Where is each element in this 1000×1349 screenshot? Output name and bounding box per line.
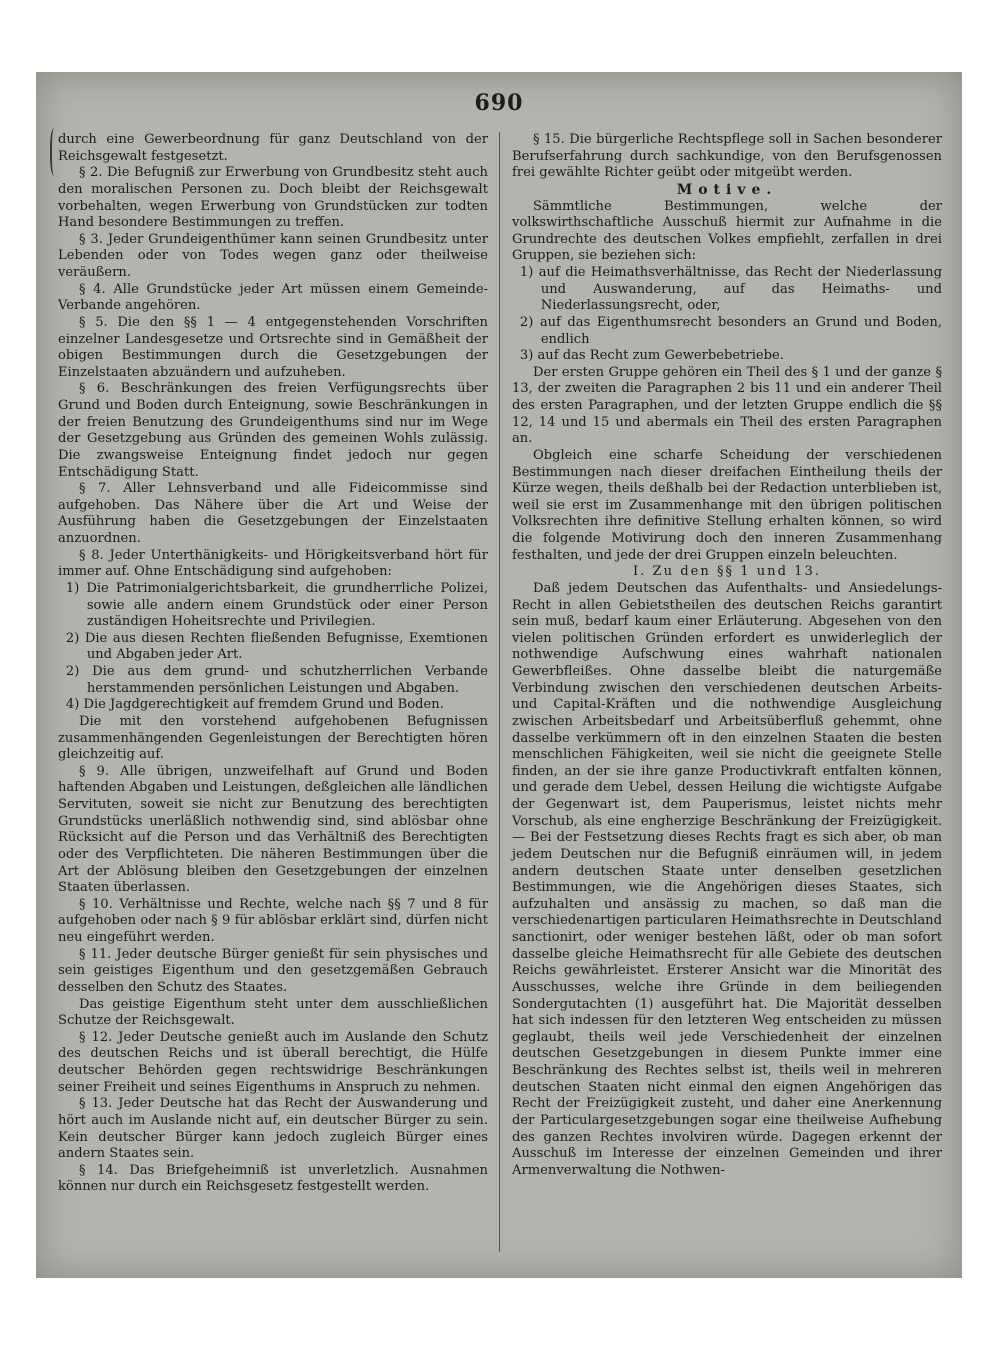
paragraph: § 9. Alle übrigen, unzweifelhaft auf Grund und Boden haftenden Abgaben und Leistungen, deßgleichen alle ländlichen Servituten, soweit sie nicht zur Benutzung des berechtigten Grundstücks unerläßlich nothwendig sind, sind ablösbar ohne Rücksicht auf die Person und das Verhältniß des Berechtigten oder des Verpflichteten. Die näheren Bestimmungen über die Art der Ablösung bleiben den Gesetzgebungen der einzelnen Staaten überlassen. <box>58 763 488 896</box>
paragraph: § 11. Jeder deutsche Bürger genießt für sein physisches und sein geistiges Eigenthum und den gesetzgemäßen Gebrauch desselben den Schutz des Staates. <box>58 946 488 995</box>
left-column <box>58 132 488 1196</box>
list-item: 1) Die Patrimonialgerichtsbarkeit, die grundherrliche Polizei, sowie alle andern einem Grundstück oder einer Person zuständigen Hoheitsrechte und Privilegien. <box>65 580 488 630</box>
column-divider <box>499 132 500 1252</box>
paragraph: § 5. Die den §§ 1 — 4 entgegenstehenden Vorschriften einzelner Landesgesetze und Ortsrechte sind in Gemäßheit der obigen Bestimmungen durch die Gesetzgebungen der Einzelstaaten abzuändern und aufzuheben. <box>58 314 488 380</box>
newspaper-page <box>36 72 962 1278</box>
right-column <box>512 132 942 1179</box>
paragraph: Sämmtliche Bestimmungen, welche der volkswirthschaftliche Ausschuß hiermit zur Aufnahme in die Grundrechte des deutschen Volkes empfiehlt, zerfallen in drei Gruppen, sie beziehen sich: <box>512 198 942 264</box>
paragraph: § 3. Jeder Grundeigenthümer kann seinen Grundbesitz unter Lebenden oder von Todes wegen ganz oder theilweise veräußern. <box>58 231 488 280</box>
paragraph: Der ersten Gruppe gehören ein Theil des § 1 und der ganze § 13, der zweiten die Paragraphen 2 bis 11 und ein anderer Theil des ersten Paragraphen, und der letzten Gruppe endlich die §§ 12, 14 und 15 und abermals ein Theil des ersten Paragraphen an. <box>512 364 942 447</box>
paragraph: Die mit den vorstehend aufgehobenen Befugnissen zusammenhängenden Gegenleistungen der Berechtigten hören gleichzeitig auf. <box>58 713 488 763</box>
list-item: 3) auf das Recht zum Gewerbebetriebe. <box>519 348 784 364</box>
paragraph: § 2. Die Befugniß zur Erwerbung von Grundbesitz steht auch den moralischen Personen zu. Doch bleibt der Reichsgewalt vorbehalten, wegen Erwerbung von Grundstücken zur todten Hand besondere Bestimmungen zu treffen. <box>58 165 488 231</box>
paragraph: § 10. Verhältnisse und Rechte, welche nach §§ 7 und 8 für aufgehoben oder nach § 9 für ablösbar erklärt sind, dürfen nicht neu eingeführt werden. <box>58 896 488 945</box>
list-item: 2) Die aus dem grund- und schutzherrlichen Verbande herstammenden persönlichen Leistungen und Abgaben. <box>65 664 488 696</box>
list-item: 2) Die aus diesen Rechten fließenden Befugnisse, Exemtionen und Abgaben jeder Art. <box>65 630 488 663</box>
paragraph: § 12. Jeder Deutsche genießt auch im Auslande den Schutz des deutschen Reichs und ist überall berechtigt, die Hülfe deutscher Behörden gegen rechtswidrige Beschränkungen seiner Freiheit und seines Eigenthums in Anspruch zu nehmen. <box>58 1029 488 1095</box>
paragraph: § 6. Beschränkungen des freien Verfügungsrechts über Grund und Boden durch Enteignung, sowie Beschränkungen in der freien Benutzung des Grundeigenthums sind nur im Wege der Gesetzgebung aus Gründen des gemeinen Wohls zulässig. Die zwangsweise Enteignung findet jedoch nur gegen Entschädigung Statt. <box>58 381 488 480</box>
paragraph: § 8. Jeder Unterthänigkeits- und Hörigkeitsverband hört für immer auf. Ohne Entschädigung sind aufgehoben: <box>58 547 488 580</box>
paragraph: § 15. Die bürgerliche Rechtspflege soll in Sachen besonderer Berufserfahrung durch sachkundige, von den Berufsgenossen frei gewählte Richter geübt oder mitgeübt werden. <box>512 132 942 181</box>
list-item: 2) auf das Eigenthumsrecht besonders an Grund und Boden, endlich <box>519 314 942 347</box>
paragraph: § 14. Das Briefgeheimniß ist unverletzlich. Ausnahmen können nur durch ein Reichsgesetz festgestellt werden. <box>58 1162 488 1195</box>
paragraph: Obgleich eine scharfe Scheidung der verschiedenen Bestimmungen nach dieser dreifachen Eintheilung theils der Kürze wegen, theils deßhalb bei der Redaction unterblieben ist, weil sie erst im Zusammenhange mit den übrigen politischen Volksrechten ihre definitive Stellung erhalten können, so wird die folgende Motivirung doch den inneren Zusammenhang festhalten, und jede der drei Gruppen einzeln beleuchten. <box>512 447 942 563</box>
paragraph: durch eine Gewerbeordnung für ganz Deutschland von der Reichsgewalt festgesetzt. <box>58 132 488 164</box>
paragraph: Daß jedem Deutschen das Aufenthalts- und Ansiedelungs-Recht in allen Gebietstheilen des deutschen Reichs garantirt sein muß, bedarf kaum einer Erläuterung. Abgesehen von den vielen politischen Gründen erfordert es unwiderleglich der nothwendige Aufschwung eines wahrhaft nationalen Gewerbfleißes. Ohne dasselbe bleibt die naturgemäße Verbindung zwischen den verschiedenen deutschen Arbeits- und Capital-Kräften und die nothwendige Ausgleichung zwischen Arbeitsbedarf und Arbeitsüberfluß gehemmt, ohne dasselbe verkümmern oft in den einzelnen Staaten die besten menschlichen Fähigkeiten, weil sie nicht die geeignete Stelle finden, an der sie ihre ganze Productivkraft entfalten können, und gerade dem Uebel, dessen Heilung die wichtigste Aufgabe der Gegenwart ist, dem Pauperismus, leistet nichts mehr Vorschub, als eine engherzige Beschränkung der Freizügigkeit. — Bei der Festsetzung dieses Rechts fragt es sich aber, ob man jedem Deutschen nur die Befugniß einräumen will, in jedem andern deutschen Staate unter denselben gesetzlichen Bestimmungen, wie die Angehörigen dieses Staates, sich aufzuhalten und ansässig zu machen, so daß man die verschiedenartigen particularen Heimathsrechte in Deutschland sanctionirt, oder weniger bestehen läßt, oder ob man sofort dasselbe gleiche Heimathsrecht für alle Gebiete des deutschen Reichs gewährleistet. Ersterer Ansicht war die Minorität des Ausschusses, welche ihre Gründe in dem beiliegenden Sondergutachten (1) ausgeführt hat. Die Majorität desselben hat sich indessen für den letzteren Weg entscheiden zu müssen geglaubt, theils weil jede Verschiedenheit der einzelnen deutschen Gesetzgebungen in diesem Punkte immer eine Beschränkung des Rechtes selbst ist, theils weil in mehreren deutschen Staaten nicht einmal den eignen Angehörigen das Recht der Freizügigkeit zusteht, und daher eine Anerkennung der Particulargesetzgebungen sogar eine theilweise Aufhebung des ganzen Rechtes involviren würde. Dagegen erkennt der Ausschuß im Interesse der einzelnen Gemeinden und ihrer Armenverwaltung die Nothwen- <box>512 580 942 1178</box>
page-number: 690 <box>474 90 524 116</box>
paragraph: § 7. Aller Lehnsverband und alle Fideicommisse sind aufgehoben. Das Nähere über die Art und Weise der Ausführung haben die Gesetzgebungen der Einzelstaaten anzuordnen. <box>58 481 488 546</box>
paragraph: § 13. Jeder Deutsche hat das Recht der Auswanderung und hört auch im Auslande nicht auf, ein deutscher Bürger zu sein. Kein deutscher Bürger kann jedoch zugleich Bürger eines andern Staates sein. <box>58 1096 488 1162</box>
subsection-heading: I. Zu den §§ 1 und 13. <box>633 564 821 580</box>
list-item: 1) auf die Heimathsverhältnisse, das Recht der Niederlassung und Auswanderung, auf das Heimaths- und Niederlassungsrecht, oder, <box>519 265 942 314</box>
paragraph: § 4. Alle Grundstücke jeder Art müssen einem Gemeinde-Verbande angehören. <box>58 281 488 314</box>
list-item: 4) Die Jagdgerechtigkeit auf fremdem Grund und Boden. <box>65 697 444 713</box>
section-heading: Motive. <box>676 181 778 198</box>
paragraph: Das geistige Eigenthum steht unter dem ausschließlichen Schutze der Reichsgewalt. <box>58 996 488 1029</box>
